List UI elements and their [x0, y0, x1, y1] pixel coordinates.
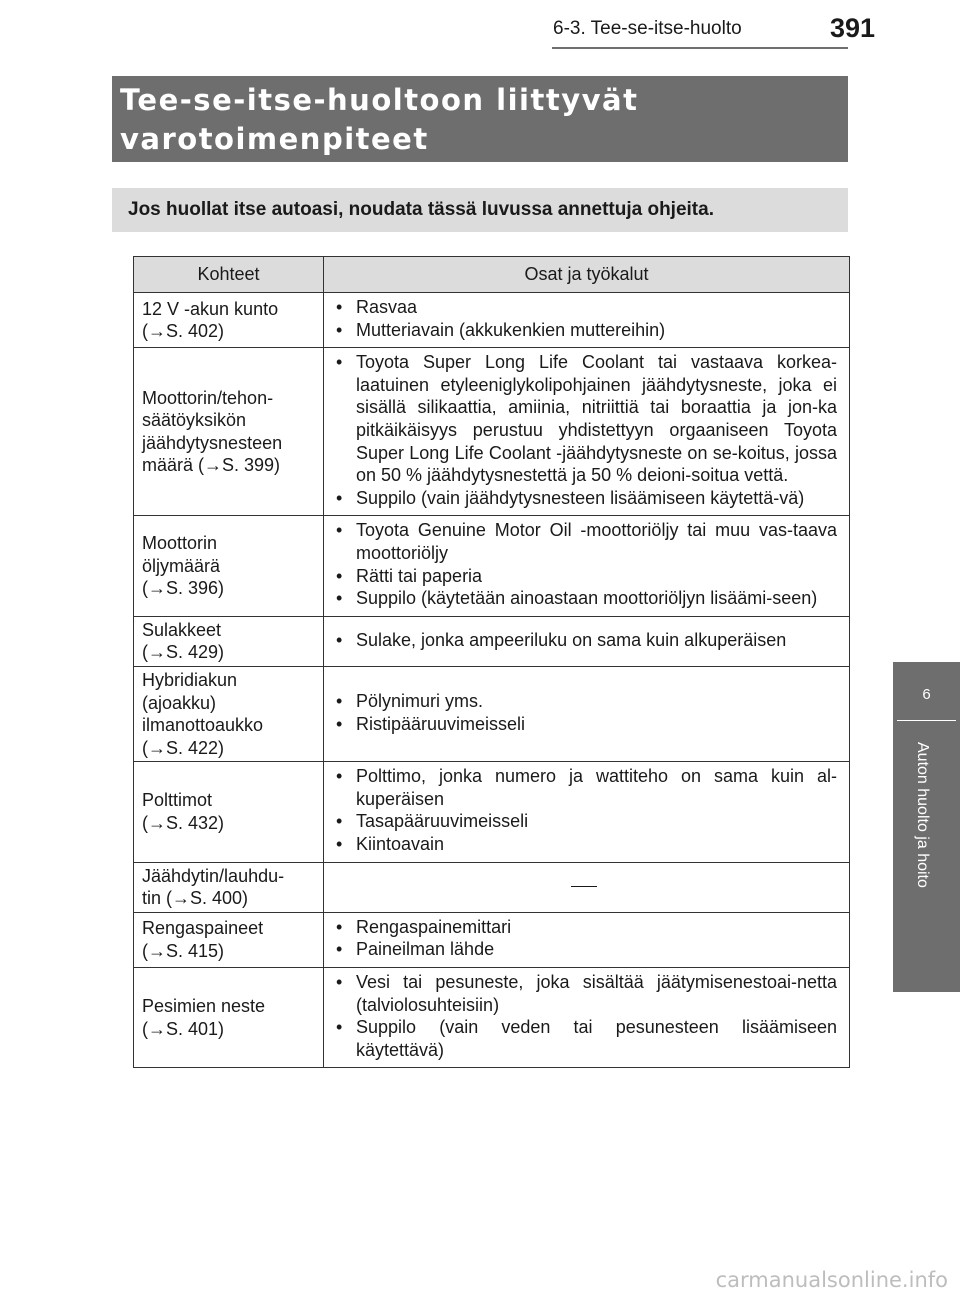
parts-list-item: • Rätti tai paperia: [330, 565, 837, 588]
table-row: [134, 968, 850, 1068]
item-cell: [134, 616, 324, 666]
table-row: [134, 666, 850, 761]
table-row: [134, 516, 850, 616]
table-row: [134, 762, 850, 862]
parts-list: [330, 296, 837, 341]
item-text: (ajoakku): [142, 692, 217, 713]
item-text: Polttimot: [142, 790, 213, 811]
parts-cell: [324, 862, 850, 912]
parts-list-item: • Suppilo (vain jäähdytysnesteen lisäämiseen käytettä-vä): [330, 487, 837, 510]
parts-list-item: • Toyota Genuine Motor Oil -moottoriöljy tai muu vas-taava moottoriöljy: [330, 519, 837, 564]
item-cell: [134, 666, 324, 761]
parts-list-item: • Rengaspainemittari: [330, 916, 837, 939]
item-text: Jäähdytin/lauhdu-: [142, 865, 285, 886]
parts-list-item: • Pölynimuri yms.: [330, 690, 837, 713]
item-text: jäähdytysnesteen: [142, 432, 283, 453]
item-text: Moottorin: [142, 533, 218, 554]
table-row: [134, 862, 850, 912]
item-cell: [134, 516, 324, 616]
parts-list-item: • Suppilo (vain veden tai pesunesteen lisäämiseen käytettävä): [330, 1016, 837, 1061]
column-header-parts: Osat ja työkalut: [324, 257, 850, 293]
item-text: säätöyksikön: [142, 410, 247, 431]
parts-list-item: • Kiintoavain: [330, 833, 837, 856]
page-title-line: varotoimenpiteet: [120, 122, 429, 156]
chapter-tab-divider: [897, 720, 956, 721]
maintenance-table: [133, 256, 850, 1068]
parts-list-item: • Toyota Super Long Life Coolant tai vastaava korkea-laatuinen etyleeniglykolipohjainen jäähdytysneste, joka ei sisällä silikaattia, amiinia, nitriittiä tai boraattia ja jon-ka pitkäikäisyys perustuu yhdistettyyn orgaaniseen Toyota Super Long Life Coolant -jäähdytysneste on se-koitus, jossa on 50 % jäähdytysnestettä ja 50 % deioni-soitua vettä.: [330, 351, 837, 487]
item-text: Moottorin/tehon-: [142, 387, 274, 408]
table-header-row: [134, 257, 850, 293]
parts-list: [330, 971, 837, 1061]
not-applicable-dash: [571, 886, 597, 888]
parts-list-item: • Polttimo, jonka numero ja wattiteho on sama kuin al-kuperäisen: [330, 765, 837, 810]
parts-cell: [324, 293, 850, 348]
chapter-label: Auton huolto ja hoito: [914, 742, 931, 888]
chapter-number: 6: [922, 686, 931, 703]
parts-list: [330, 765, 837, 855]
item-text: (→S. 396): [142, 578, 225, 599]
parts-list-item: • Tasapääruuvimeisseli: [330, 810, 837, 833]
item-text: Rengaspaineet: [142, 918, 264, 939]
parts-list-item: • Mutteriavain (akkukenkien muttereihin): [330, 319, 837, 342]
header-rule: [552, 47, 848, 49]
parts-list: [330, 629, 837, 652]
item-text: (→S. 415): [142, 940, 225, 961]
parts-list-item: • Rasvaa: [330, 296, 837, 319]
page-title: [112, 76, 848, 162]
parts-list-item: • Sulake, jonka ampeeriluku on sama kuin alkuperäisen: [330, 629, 837, 652]
chapter-tab: [893, 662, 960, 992]
parts-cell: [324, 616, 850, 666]
table-body: [134, 293, 850, 1068]
item-text: Hybridiakun: [142, 669, 238, 690]
parts-list-item: • Ristipääruuvimeisseli: [330, 713, 837, 736]
watermark: carmanualsonline.info: [715, 1268, 948, 1292]
item-text: (→S. 401): [142, 1018, 225, 1039]
parts-cell: [324, 762, 850, 862]
item-text: Sulakkeet: [142, 619, 222, 640]
item-text: (→S. 432): [142, 812, 225, 833]
item-cell: [134, 912, 324, 967]
item-text: tin (→S. 400): [142, 888, 249, 909]
parts-list-item: • Paineilman lähde: [330, 938, 837, 961]
table-row: [134, 293, 850, 348]
parts-cell: [324, 968, 850, 1068]
item-cell: [134, 293, 324, 348]
parts-list: [330, 690, 837, 735]
item-text: Pesimien neste: [142, 996, 266, 1017]
parts-cell: [324, 516, 850, 616]
parts-cell: [324, 348, 850, 516]
page-title-line: Tee-se-itse-huoltoon liittyvät: [120, 83, 639, 117]
item-cell: [134, 968, 324, 1068]
item-cell: [134, 762, 324, 862]
item-text: (→S. 402): [142, 321, 225, 342]
table-row: [134, 912, 850, 967]
item-cell: [134, 348, 324, 516]
intro-banner: Jos huollat itse autoasi, noudata tässä luvussa annettuja ohjeita.: [112, 188, 848, 232]
parts-list-item: • Vesi tai pesuneste, joka sisältää jäätymisenestoai-netta (talviolosuhteisiin): [330, 971, 837, 1016]
parts-list: [330, 351, 837, 509]
section-header: 6-3. Tee-se-itse-huolto: [553, 18, 742, 39]
parts-list: [330, 519, 837, 609]
item-text: öljymäärä: [142, 555, 221, 576]
table-row: [134, 616, 850, 666]
item-text: (→S. 429): [142, 642, 225, 663]
item-text: ilmanottoaukko: [142, 715, 264, 736]
item-cell: [134, 862, 324, 912]
parts-cell: [324, 666, 850, 761]
page-number: 391: [830, 13, 876, 43]
table-row: [134, 348, 850, 516]
parts-cell: [324, 912, 850, 967]
item-text: 12 V -akun kunto: [142, 298, 279, 319]
column-header-items: Kohteet: [134, 257, 324, 293]
item-text: määrä (→S. 399): [142, 455, 281, 476]
parts-list-item: • Suppilo (käytetään ainoastaan moottoriöljyn lisäämi-seen): [330, 587, 837, 610]
item-text: (→S. 422): [142, 737, 225, 758]
parts-list: [330, 916, 837, 961]
